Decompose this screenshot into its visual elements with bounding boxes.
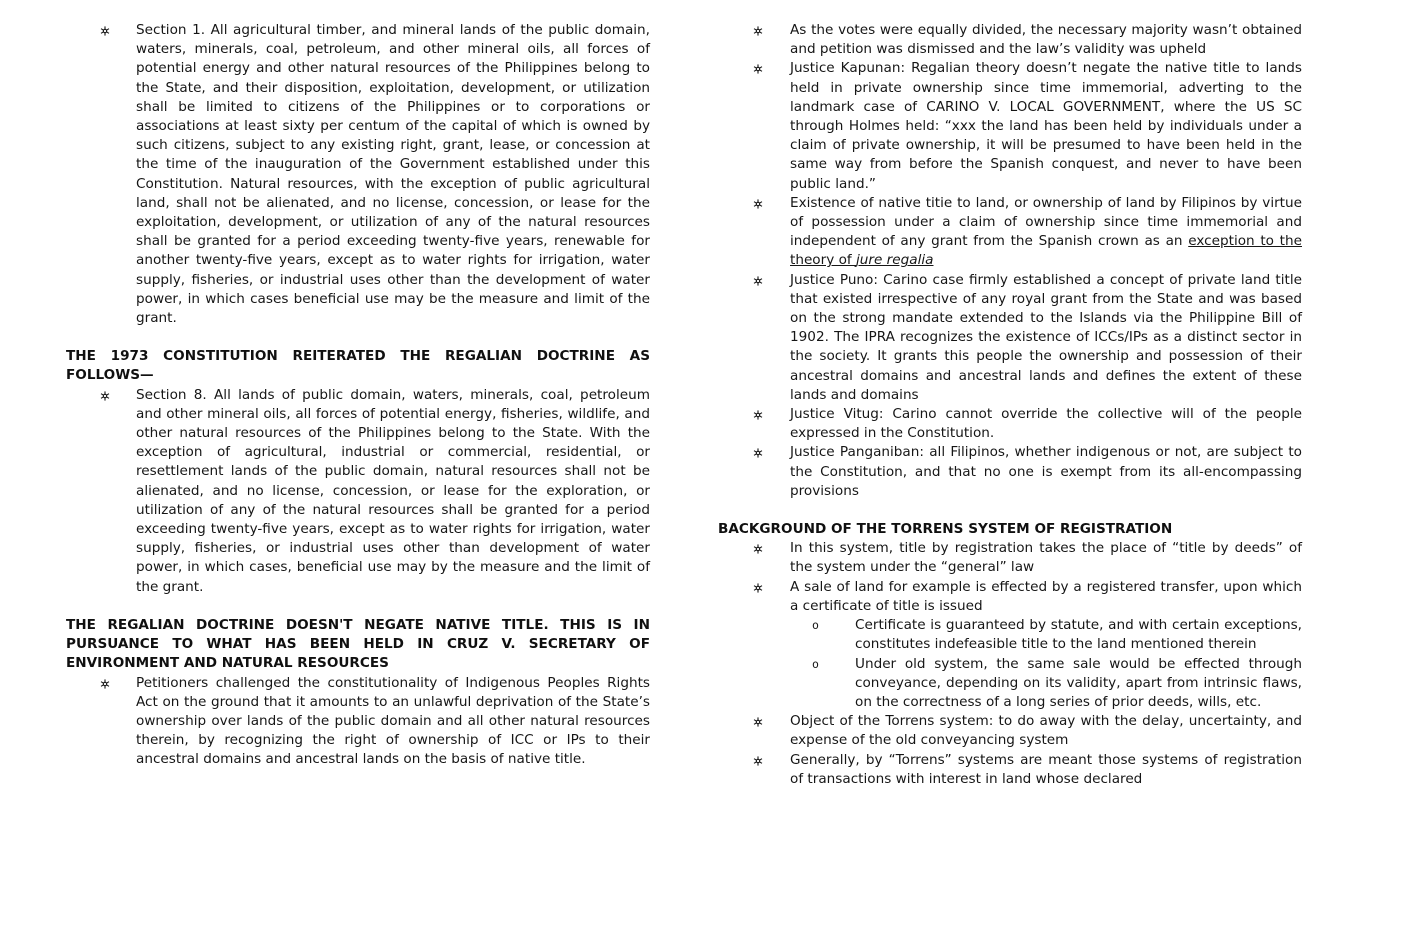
flower-asterisk-icon [100,21,136,36]
circle-bullet-icon: o [812,618,819,633]
flower-asterisk-icon [753,59,790,74]
list-item [718,271,1302,405]
circle-bullet-icon: o [812,656,819,671]
sub-list-item [718,655,1302,713]
list-item [66,21,650,328]
underlined-italic-text: jure regalia [856,252,934,269]
list-item [718,21,1302,59]
paragraph-under-old-system: Under old system, the same sale would be effected through conveyance, depending on its validity, apart from intrinsic flaws, on the correctness of a long series of prior deeds, wills, etc. [855,655,1302,710]
list-item [66,386,650,597]
flower-asterisk-icon [753,712,790,727]
list-item [718,59,1302,193]
paragraph-justice-kapunan: Justice Kapunan: Regalian theory doesn’t negate the native title to lands held in private ownership since time immemorial, adverting to the landmark case of CARINO V. LOCAL GOVERNMENT, where the US SC through Holmes held: “xxx the land has been held by individuals under a claim of private ownership, it will be presumed to have been held in the same way from before the Spanish conquest, and never to have been public land.” [790,60,1302,192]
paragraph-torrens-object: Object of the Torrens system: to do away with the delay, uncertainty, and expense of the old conveyancing system [790,713,1302,749]
flower-asterisk-icon [753,443,790,458]
flower-asterisk-icon [753,578,790,593]
paragraph-justice-vitug: Justice Vitug: Carino cannot override the collective will of the people expressed in the Constitution. [790,406,1302,442]
paragraph-certificate-guaranteed: Certificate is guaranteed by statute, and with certain exceptions, constitutes indefeasible title to the land mentioned therein [855,617,1302,653]
flower-asterisk-icon [753,751,790,766]
flower-asterisk-icon [100,386,136,401]
list-item [718,751,1302,789]
paragraph-votes-divided: As the votes were equally divided, the necessary majority wasn’t obtained and petition was dismissed and the law’s validity was upheld [790,22,1302,58]
flower-asterisk-icon [753,539,790,554]
paragraph-title-by-registration: In this system, title by registration takes the place of “title by deeds” of the system under the “general” law [790,540,1302,576]
underlined-text: exception to the theory of [790,233,1302,269]
section-heading-native-title: THE REGALIAN DOCTRINE DOESN'T NEGATE NATIVE TITLE. THIS IS IN PURSUANCE TO WHAT HAS BEEN HELD IN CRUZ V. SECRETARY OF ENVIRONMENT AND NATURAL RESOURCES [66,616,650,672]
flower-asterisk-icon [753,21,790,36]
paragraph-section-1: Section 1. All agricultural timber, and mineral lands of the public domain, waters, minerals, coal, petroleum, and other mineral oils, all forces of potential energy and other natural resources of the Philippines belong to the State, and their disposition, exploitation, development, or utilization shall be limited to citizens of the Philippines or to corporations or associations at least sixty per centum of the capital of which is owned by such citizens, subject to any existing right, grant, lease, or concession at the time of the inauguration of the Government established under this Constitution. Natural resources, with the exception of public agricultural land, shall not be alienated, and no license, concession, or lease for the exploitation, development, or utilization of any of the natural resources shall be granted for a period exceeding twenty-five years, renewable for another twenty-five years, except as to water rights for irrigation, water supply, fisheries, or industrial uses other than the development of water power, in which cases beneficial use may be the measure and limit of the grant. [136,22,650,327]
list-item [718,405,1302,443]
list-item [718,443,1302,501]
left-column [66,21,650,770]
list-item [718,194,1302,271]
flower-asterisk-icon [100,674,136,689]
section-heading-1973-constitution: THE 1973 CONSTITUTION REITERATED THE REGALIAN DOCTRINE AS FOLLOWS— [66,348,650,384]
sub-list-item [718,616,1302,654]
paragraph-justice-panganiban: Justice Panganiban: all Filipinos, whether indigenous or not, are subject to the Constitution, and that no one is exempt from its all-encompassing provisions [790,444,1302,499]
paragraph-sale-of-land: A sale of land for example is effected by a registered transfer, upon which a certificate of title is issued [790,578,1302,614]
flower-asterisk-icon [753,405,790,420]
flower-asterisk-icon [753,271,790,286]
list-item [66,674,650,770]
section-heading-torrens-background: BACKGROUND OF THE TORRENS SYSTEM OF REGISTRATION [718,521,1173,538]
paragraph-section-8: Section 8. All lands of public domain, waters, minerals, coal, petroleum and other mineral oils, all forces of potential energy, fisheries, wildlife, and other natural resources of the Philippines belong to the State. With the exception of agricultural, industrial or commercial, residential, or resettlement lands of the public domain, natural resources shall not be alienated, and no license, concession, or lease for the exploration, or utilization of any of the natural resources shall be granted for a period exceeding twenty-five years, except as to water rights for irrigation, water supply, fisheries, or industrial uses other than development of water power, in which cases, beneficial use may by the measure and the limit of the grant. [136,386,650,595]
list-item [718,539,1302,577]
right-column [718,21,1302,789]
paragraph-petitioners: Petitioners challenged the constitutionality of Indigenous Peoples Rights Act on the ground that it amounts to an unlawful deprivation of the State’s ownership over lands of the public domain and all other natural resources therein, by recognizing the right of ownership of ICC or IPs to their ancestral domains and ancestral lands on the basis of native title. [136,674,650,768]
list-item [718,578,1302,616]
flower-asterisk-icon [753,194,790,209]
paragraph-justice-puno: Justice Puno: Carino case firmly established a concept of private land title that existed irrespective of any royal grant from the State and was based on the strong mandate extended to the Islands via the Philippine Bill of 1902. The IPRA recognizes the existence of ICCs/IPs as a distinct sector in the society. It grants this people the ownership and possession of their ancestral domains and ancestral lands and defines the extent of these lands and domains [790,271,1302,403]
paragraph-torrens-generally: Generally, by “Torrens” systems are meant those systems of registration of transactions with interest in land whose declared [790,751,1302,787]
text-segment: Existence of native titie to land, or ownership of land by Filipinos by virtue of possession under a claim of ownership since time immemorial and independent of any grant from the Spanish crown as an [790,194,1302,250]
list-item [718,712,1302,750]
paragraph-native-title-existence [790,194,1302,271]
